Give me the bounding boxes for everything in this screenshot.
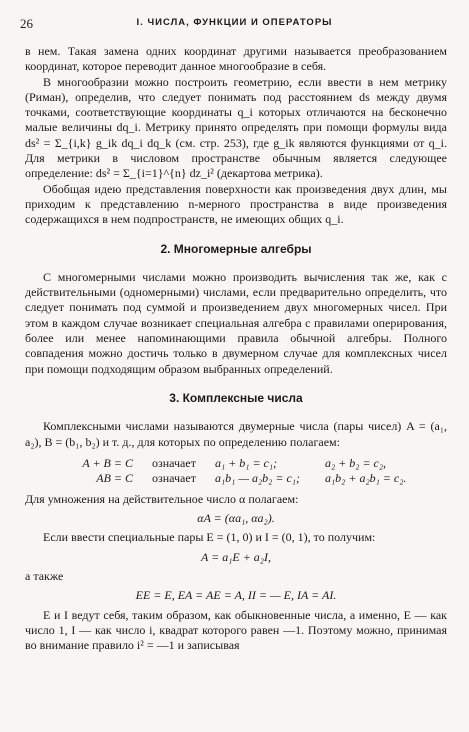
paragraph-7: Если ввести специальные пары E = (1, 0) и I = (0, 1), то получим: [43, 530, 376, 545]
paragraph-5: Комплексными числами называются двумерные числа (пары чисел) A = (a₁, a₂), B = (b₁, b₂) и т. д., для которых по определению полагаем: [25, 419, 447, 449]
running-header [20, 16, 449, 34]
formula-part-2: a₂ + b₂ = c₂, [325, 455, 387, 470]
formula-part-1: a₁b₁ — a₂b₂ = c₁; [215, 470, 300, 485]
section-heading-2: 2. Многомерные алгебры [160, 241, 312, 256]
formula-part-1: a₁ + b₁ = c₁; [215, 455, 278, 470]
running-title: I. ЧИСЛА, ФУНКЦИИ И ОПЕРАТОРЫ [136, 17, 333, 28]
formula-row-sum [25, 456, 447, 471]
page-number: 26 [20, 16, 33, 31]
paragraph-8: а также [25, 569, 64, 584]
formula-scalar: αA = (αa₁, αa₂). [197, 511, 275, 526]
section-heading-3: 3. Комплексные числа [169, 390, 303, 405]
paragraph-4: С многомерными числами можно производить вычисления так же, как с действительными (одномерными) числами, если предварительно определить, что следует понимать под суммой и произведением двух многомерных чисел. При этом в каждом случае возникает специальная алгебра с правилами оперирования, более или менее напоминающими правила обычной алгебры. Полного совпадения можно достичь только в двумерном случае для комплексных чисел при помощи подходящим образом выбранных определений. [25, 269, 447, 376]
formula-rules: EE = E, EA = AE = A, II = — E, IA = AI. [135, 588, 337, 603]
formula-word: означает [152, 455, 196, 470]
formula-part-2: a₁b₂ + a₂b₁ = c₂. [325, 470, 407, 485]
paragraph-2: В многообразии можно построить геометрию, если ввести в нем метрику (Риман), определив, что следует понимать под расстоянием ds между двумя точками, соответствующие координаты q_i которых отличаются на бесконечно малые величины dq_i. Метрику принято определять при помощи формулы вида ds² = Σ_{i,k} g_ik dq_i dq_k (см. стр. 253), где g_ik являются функциями от q_i. Для метрики в числовом пространстве обычным является следующее определение: ds² = Σ_{i=1}^{n} dz_i² (декартова метрика). [25, 74, 447, 181]
paragraph-1: в нем. Такая замена одних координат другими называется преобразованием координат, которое переводит данное многообразие в себя. [25, 44, 447, 74]
formula-row-product [25, 471, 447, 486]
formula-lhs: A + B = C [82, 455, 133, 470]
paragraph-3: Обобщая идею представления поверхности как произведения двух длин, мы приходим к представлению n-мерного пространства в виде произведения содержащихся в нем подпространств, не имеющих общих q_i. [25, 181, 447, 227]
paragraph-6: Для умножения на действительное число α полагаем: [25, 491, 299, 506]
formula-word: означает [152, 470, 196, 485]
page-body [25, 44, 447, 654]
formula-decomposition: A = a₁E + a₂I, [201, 549, 271, 564]
formula-lhs: AB = C [96, 470, 133, 485]
paragraph-9: E и I ведут себя, таким образом, как обыкновенные числа, а именно, E — как число 1, I — как число i, квадрат которого равен —1. Поэтому можно, принимая во внимание правило i² = —1 и записывая [25, 607, 447, 653]
